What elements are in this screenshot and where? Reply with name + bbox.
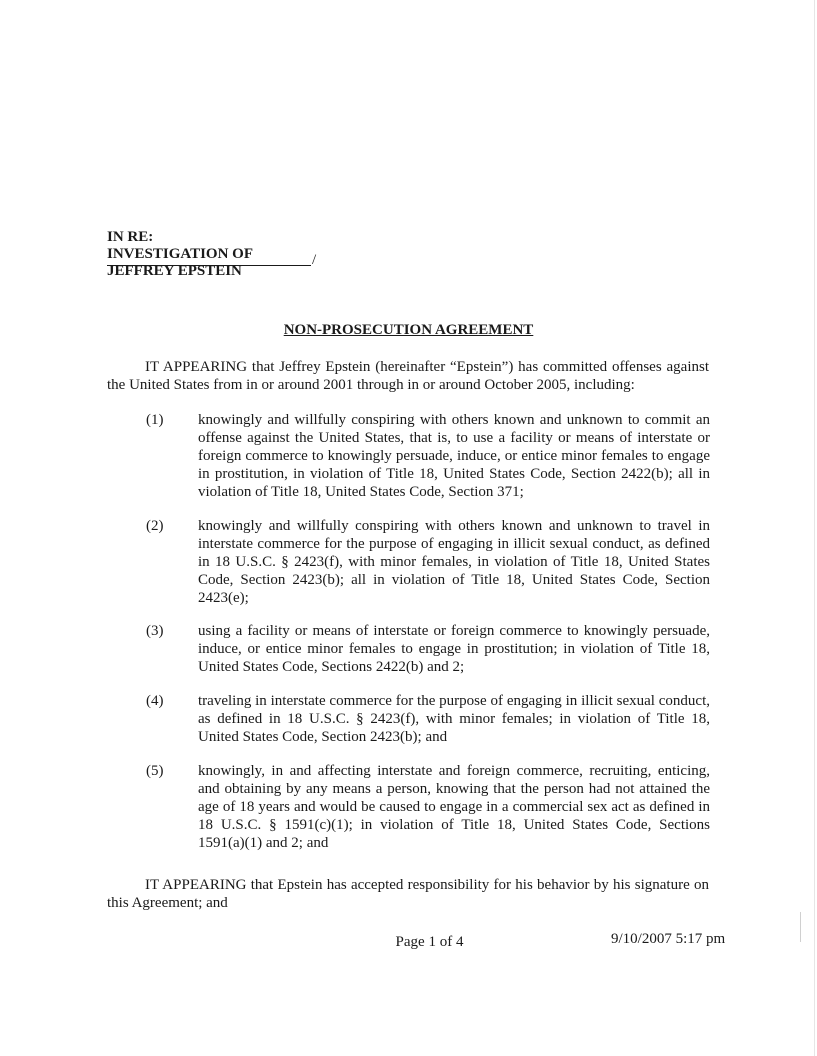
scan-artifact xyxy=(800,912,801,942)
list-item-number: (2) xyxy=(146,518,164,534)
list-item-number: (5) xyxy=(146,763,164,779)
closing-paragraph: IT APPEARING that Epstein has accepted responsibility for his behavior by his signature on this Agreement; and xyxy=(107,877,709,911)
list-item-number: (4) xyxy=(146,693,164,709)
list-item-number: (1) xyxy=(146,412,164,428)
footer-timestamp: 9/10/2007 5:17 pm xyxy=(611,931,726,947)
list-item-text: knowingly, in and affecting interstate and foreign commerce, recruiting, enticing, and obtaining by any means a person, knowing that the person had not attained the age of 18 years and would be caused to engage in a commercial sex act as defined in 18 U.S.C. § 1591(c)(1); in violation of Title 18, United States Code, Sections 1591(a)(1) and 2; and xyxy=(198,763,710,851)
caption-line-2: INVESTIGATION OF xyxy=(107,246,254,262)
list-item-text: using a facility or means of interstate or foreign commerce to knowingly persuade, induce, or entice minor females to engage in prostitution; in violation of Title 18, United States Code, Sections 2422(b) and 2; xyxy=(198,623,710,675)
scan-edge-line xyxy=(814,0,815,1056)
list-item-number: (3) xyxy=(146,623,164,639)
caption-underline xyxy=(107,265,311,266)
document-title-text: NON-PROSECUTION AGREEMENT xyxy=(283,322,534,338)
list-item-text: knowingly and willfully conspiring with others known and unknown to commit an offense against the United States, that is, to use a facility or means of interstate or foreign commerce to knowingly persuade, induce, or entice minor females to engage in prostitution, in violation of Title 18, United States Code, Section 2422(b); all in violation of Title 18, United States Code, Section 371; xyxy=(198,412,710,500)
list-item-text: knowingly and willfully conspiring with others known and unknown to travel in interstate commerce for the purpose of engaging in illicit sexual conduct, as defined in 18 U.S.C. § 2423(f), with minor females, in violation of Title 18, United States Code, Section 2423(b); all in violation of Title 18, United States Code, Section 2423(e); xyxy=(198,518,710,606)
caption-rule xyxy=(107,252,337,270)
intro-paragraph: IT APPEARING that Jeffrey Epstein (hereinafter “Epstein”) has committed offenses against the United States from in or around 2001 through in or around October 2005, including: xyxy=(107,359,709,393)
page-number: Page 1 of 4 xyxy=(395,934,464,950)
document-title xyxy=(0,321,817,339)
caption-line-1: IN RE: xyxy=(107,229,154,245)
list-item-text: traveling in interstate commerce for the purpose of engaging in illicit sexual conduct, as defined in 18 U.S.C. § 2423(f), with minor females; in violation of Title 18, United States Code, Section 2423(b); and xyxy=(198,693,710,745)
caption-slash: / xyxy=(312,252,317,268)
caption-line-3: JEFFREY EPSTEIN xyxy=(107,263,242,279)
